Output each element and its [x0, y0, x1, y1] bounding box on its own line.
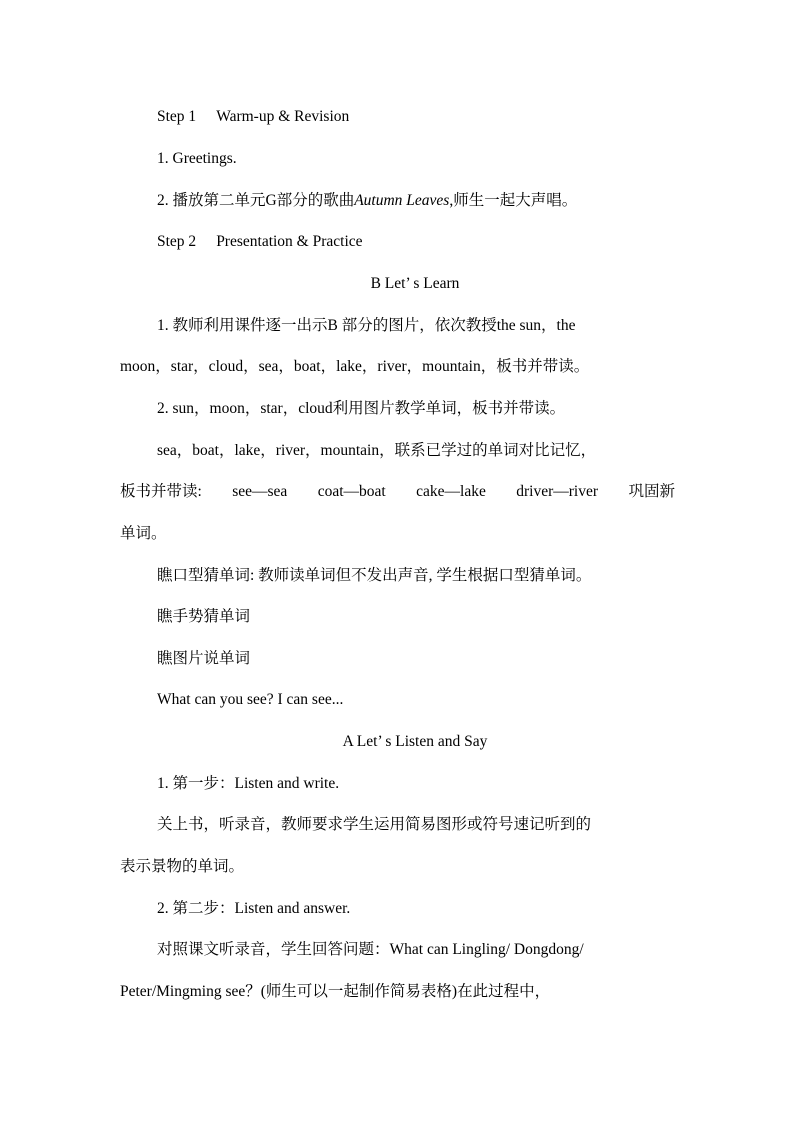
- compare-line3: 单词。: [120, 525, 167, 542]
- game-picture: 瞧图片说单词: [157, 650, 251, 667]
- b2-line: 2. sun，moon，star，cloud利用图片教学单词，板书并带读。: [157, 400, 566, 417]
- item-song-prefix: 2. 播放第二单元G部分的歌曲: [157, 192, 355, 209]
- step2-label: Step 2: [157, 233, 197, 250]
- step2-heading: [157, 232, 363, 252]
- b1-line2: moon，star，cloud，sea，boat，lake，river，mountain，板书并带读。: [120, 358, 590, 375]
- item-song: [157, 191, 577, 211]
- a1-step: 1. 第一步：Listen and write.: [157, 775, 340, 792]
- compare-line2: [120, 482, 675, 502]
- a1-desc-line2: 表示景物的单词。: [120, 858, 245, 875]
- word-pair: coat—boat: [317, 483, 386, 500]
- b1-line1: 1. 教师利用课件逐一出示B 部分的图片，依次教授the sun，the: [157, 317, 576, 334]
- game-mouth: 瞧口型猜单词: 教师读单词但不发出声音, 学生根据口型猜单词。: [157, 567, 592, 584]
- word-pair: see—sea: [232, 483, 288, 500]
- game-gesture: 瞧手势猜单词: [157, 608, 251, 625]
- word-pair: cake—lake: [416, 483, 486, 500]
- song-title: Autumn Leaves: [354, 192, 450, 209]
- compare-suffix: 巩固新: [628, 483, 675, 500]
- step2-title: Presentation & Practice: [216, 233, 363, 250]
- step1-title: Warm-up & Revision: [216, 108, 350, 125]
- compare-prefix: 板书并带读:: [120, 483, 202, 500]
- a1-desc-line1: 关上书，听录音，教师要求学生运用简易图形或符号速记听到的: [157, 816, 592, 833]
- section-b-title: B Let’ s Learn: [370, 275, 460, 292]
- step1-heading: [157, 107, 349, 127]
- a2-desc-line2: Peter/Mingming see？(师生可以一起制作简易表格)在此过程中，: [120, 983, 551, 1000]
- item-song-suffix: ,师生一起大声唱。: [449, 192, 578, 209]
- section-a-title: A Let’ s Listen and Say: [342, 733, 488, 750]
- a2-step: 2. 第二步：Listen and answer.: [157, 900, 351, 917]
- word-pair: driver—river: [516, 483, 599, 500]
- step1-label: Step 1: [157, 108, 197, 125]
- item-greetings: 1. Greetings.: [157, 150, 237, 167]
- sentence-pattern: What can you see? I can see...: [157, 691, 344, 708]
- a2-desc-line1: 对照课文听录音，学生回答问题：What can Lingling/ Dongdong/: [157, 941, 584, 958]
- compare-line1: sea，boat，lake，river，mountain，联系已学过的单词对比记忆，: [157, 442, 597, 459]
